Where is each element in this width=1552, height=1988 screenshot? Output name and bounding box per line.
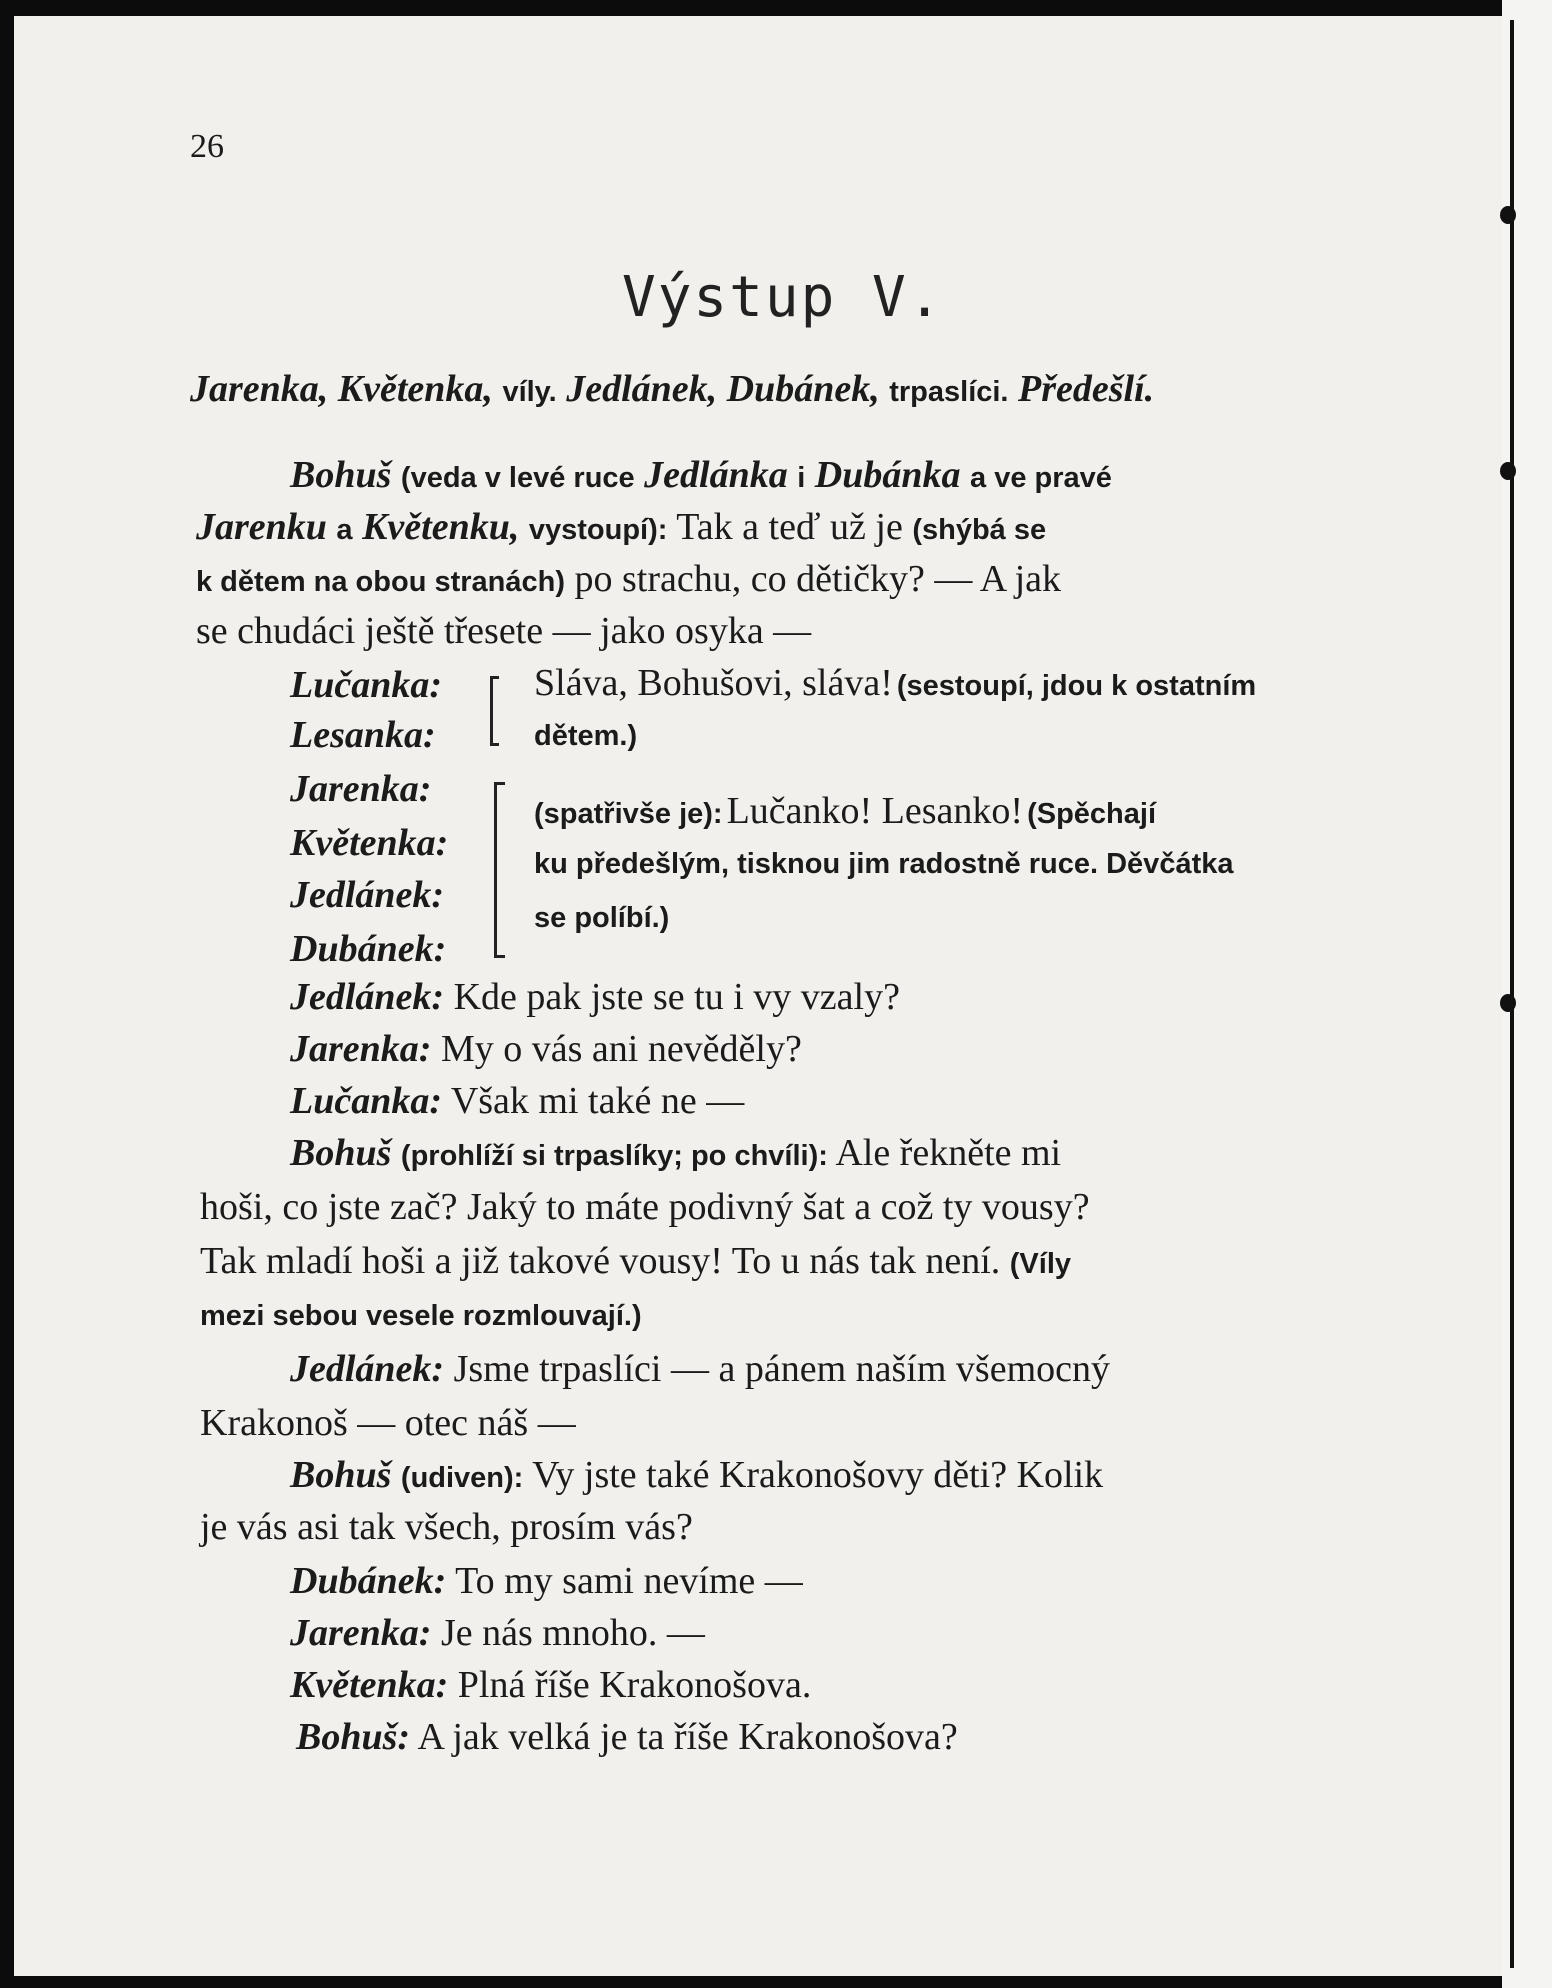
stage-direction: (spatřivše je):	[534, 798, 723, 830]
speaker: Lučanka:	[290, 664, 442, 706]
speaker: Jedlánek:	[290, 1348, 445, 1390]
dialogue-line	[290, 1030, 802, 1068]
grouping-brace	[494, 782, 505, 958]
dialogue-text: A jak velká je ta říše Krakonošova?	[417, 1716, 958, 1758]
speaker: Bohuš	[290, 1132, 392, 1174]
dialogue-text: Kde pak jste se tu i vy vzaly?	[453, 976, 900, 1018]
speaker: Květenka:	[290, 822, 449, 864]
stage-direction: (veda v levé ruce	[400, 462, 635, 494]
dialogue-text: po strachu, co dětičky? — A jak	[574, 558, 1062, 600]
stage-direction: i	[797, 462, 806, 494]
cast-names: Jarenka, Květenka,	[190, 368, 493, 410]
group-line	[534, 792, 1156, 830]
dialogue-text: Tak mladí hoši a již takové vousy! To u nás tak není.	[200, 1240, 1001, 1282]
speaker: Lesanka:	[290, 714, 436, 756]
dialogue-text: My o vás ani nevěděly?	[440, 1028, 802, 1070]
stage-direction: a ve pravé	[970, 462, 1112, 494]
stage-direction: (shýbá se	[912, 514, 1047, 546]
cast-names: Předešlí.	[1018, 368, 1155, 410]
paragraph-line	[290, 456, 1112, 494]
grouping-brace	[490, 676, 499, 746]
speaker: Jarenka:	[290, 1612, 432, 1654]
paragraph-line: je vás asi tak všech, prosím vás?	[200, 1506, 693, 1548]
stage-direction: (Víly	[1009, 1248, 1072, 1280]
page-number: 26	[190, 128, 224, 165]
cast-list	[190, 370, 1154, 408]
dialogue-line	[290, 1614, 705, 1652]
dialogue-line	[290, 978, 900, 1016]
stage-direction: dětem.)	[534, 720, 638, 752]
paragraph-line: hoši, co jste zač? Jaký to máte podivný šat a což ty vousy?	[200, 1186, 1090, 1228]
paragraph-line	[290, 1134, 1061, 1172]
dialogue-text: Jsme trpaslíci — a pánem naším všemocný	[453, 1348, 1110, 1390]
stage-direction: vystoupí):	[528, 514, 668, 546]
character-name: Květenku,	[362, 506, 520, 548]
dialogue-line	[290, 1666, 811, 1704]
character-name: Jedlánka	[644, 454, 788, 496]
stage-direction: (udiven):	[400, 1462, 524, 1494]
paragraph-line	[196, 508, 1046, 546]
stage-direction: k dětem na obou stranách)	[196, 566, 566, 598]
speaker: Dubánek:	[290, 928, 447, 970]
cast-descriptor: trpaslíci.	[889, 376, 1009, 408]
dialogue-text: Plná říše Krakonošova.	[457, 1664, 812, 1706]
paragraph-line	[200, 1242, 1071, 1280]
group-line	[534, 664, 1256, 702]
speaker: Jarenka:	[290, 768, 432, 810]
dialogue-text: Však mi také ne —	[450, 1080, 745, 1122]
dialogue-line	[290, 1562, 803, 1600]
dialogue-text: Ale řekněte mi	[835, 1132, 1062, 1174]
stage-direction: (Spěchají	[1027, 798, 1157, 830]
character-name: Dubánka	[814, 454, 961, 496]
stage-direction: mezi sebou vesele rozmlouvají.)	[200, 1300, 642, 1332]
paragraph-line: se chudáci ještě třesete — jako osyka —	[196, 610, 812, 652]
dialogue-text: Je nás mnoho. —	[440, 1612, 705, 1654]
paragraph-line	[196, 560, 1061, 598]
edge-mark	[1500, 462, 1516, 480]
scene-heading: Výstup V.	[622, 265, 944, 330]
character-name: Jarenku	[196, 506, 327, 548]
stage-direction: (prohlíží si trpaslíky; po chvíli):	[400, 1140, 828, 1172]
edge-mark	[1500, 206, 1516, 224]
speaker: Bohuš	[290, 1454, 392, 1496]
speaker: Květenka:	[290, 1664, 449, 1706]
speaker: Jarenka:	[290, 1028, 432, 1070]
speaker: Jedlánek:	[290, 976, 445, 1018]
stage-direction: a	[336, 514, 353, 546]
paragraph-line: Krakonoš — otec náš —	[200, 1402, 576, 1444]
dialogue-text: Vy jste také Krakonošovy děti? Kolik	[532, 1454, 1104, 1496]
dialogue-text: To my sami nevíme —	[455, 1560, 803, 1602]
stage-direction: se políbí.)	[534, 902, 670, 934]
speaker: Jedlánek:	[290, 874, 445, 916]
dialogue-line	[296, 1718, 958, 1756]
cast-descriptor: víly.	[502, 376, 557, 408]
dialogue-text: Sláva, Bohušovi, sláva!	[534, 662, 893, 704]
dialogue-text: Tak a teď už je	[676, 506, 903, 548]
speaker: Bohuš:	[296, 1716, 411, 1758]
paragraph-line	[290, 1456, 1103, 1494]
speaker: Dubánek:	[290, 1560, 447, 1602]
dialogue-line	[290, 1082, 744, 1120]
stage-direction: (sestoupí, jdou k ostatním	[896, 670, 1257, 702]
speaker: Lučanka:	[290, 1080, 442, 1122]
speaker: Bohuš	[290, 454, 392, 496]
edge-mark	[1500, 994, 1516, 1012]
dialogue-text: Lučanko! Lesanko!	[726, 790, 1024, 832]
stage-direction: ku předešlým, tisknou jim radostně ruce. Děvčátka	[534, 848, 1234, 880]
paragraph-line	[290, 1350, 1110, 1388]
cast-names: Jedlánek, Dubánek,	[566, 368, 880, 410]
